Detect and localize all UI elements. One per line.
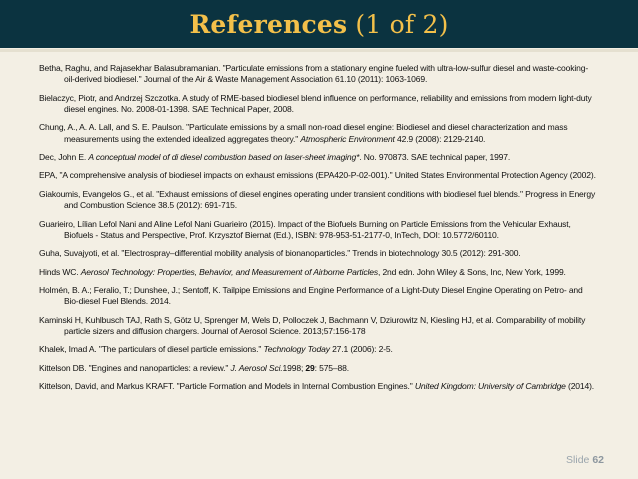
slide-number-value: 62: [592, 454, 604, 466]
reference-text: Aerosol Technology: Properties, Behavior, and Measurement of Airborne Particles: [80, 266, 378, 277]
slide-number: [566, 454, 604, 466]
reference-item: [0, 363, 638, 374]
reference-item: [0, 267, 638, 278]
reference-item: [0, 93, 638, 116]
reference-text: J. Aerosol Sci.: [230, 362, 283, 373]
reference-item: [0, 170, 638, 181]
reference-text: Technology Today: [263, 344, 330, 355]
reference-text: Holmén, B. A.; Feralio, T.; Dunshee, J.; Sentoff, K. Tailpipe Emissions and Engine Performance of a Light-Duty Diesel Engine Operating on Petro- and Bio-diesel Fuel Blends. 2014.: [39, 285, 583, 307]
reference-text: Kittelson DB. "Engines and nanoparticles: a review.": [39, 362, 231, 373]
reference-text: United Kingdom: University of Cambridge: [414, 381, 566, 392]
reference-text: Kittelson, David, and Markus KRAFT. "Particle Formation and Models in Internal Combustion Engines.": [39, 381, 415, 392]
reference-item: [0, 381, 638, 392]
reference-text: , 2nd edn. John Wiley & Sons, Inc, New York, 1999.: [378, 266, 566, 277]
reference-text: EPA, "A comprehensive analysis of biodiesel impacts on exhaust emissions (EPA420-P-02-001)." United States Environmental Protection Agency (2002).: [39, 170, 596, 181]
reference-item: [0, 219, 638, 242]
reference-text: Guarieiro, Lílian Lefol Nani and Aline Lefol Nani Guarieiro (2015). Impact of the Biofuels Burning on Particle Emissions from the Vehicular Exhaust, Biofuels - Status and Perspective, Prof. Krzysztof Biernat (Ed.), ISBN: 978-953-51-2177-0, InTech, DOI: 10.5772/60110.: [39, 218, 571, 240]
reference-text: (2014).: [565, 381, 595, 392]
reference-item: [0, 152, 638, 163]
reference-text: Kaminski H, Kuhlbusch TAJ, Rath S, Götz U, Sprenger M, Wels D, Polloczek J, Bachmann V, Dziurowitz N, Kiesling HJ, et al. Comparability of mobility particle sizers and diffusion chargers. Journal of Aerosol Science. 2013;57:156-178: [39, 314, 586, 336]
reference-text: 42.9 (2008): 2129-2140.: [394, 133, 486, 144]
slide-label: Slide: [566, 454, 590, 466]
reference-text: Guha, Suvajyoti, et al. "Electrospray–differential mobility analysis of bionanoparticles." Trends in biotechnology 30.5 (2012): 291-300.: [39, 248, 521, 259]
reference-item: [0, 122, 638, 145]
reference-text: 29: [305, 362, 315, 373]
header-divider: [0, 49, 638, 52]
reference-text: Giakoumis, Evangelos G., et al. "Exhaust emissions of diesel engines operating under transient conditions with biodiesel fuel blends." Progress in Energy and Combustion Science 38.5 (2012): 691-715.: [39, 188, 596, 211]
slide-header: [0, 0, 638, 48]
reference-item: [0, 189, 638, 212]
reference-text: Khalek, Imad A. "The particulars of diesel particle emissions.": [39, 344, 264, 355]
reference-item: [0, 63, 638, 86]
reference-item: [0, 344, 638, 355]
reference-list: [0, 63, 638, 400]
reference-text: : 575–88.: [314, 362, 349, 373]
reference-text: Bielaczyc, Piotr, and Andrzej Szczotka. A study of RME-based biodiesel blend influence on performance, reliability and emissions from modern light-duty diesel engines. No. 2008-01-1398. SAE Technical Paper, 2008.: [39, 92, 592, 114]
reference-text: Betha, Raghu, and Rajasekhar Balasubramanian. "Particulate emissions from a stationary engine fueled with ultra-low-sulfur diesel and waste-cooking-oil-derived biodiesel." Journal of the Air & Waste Management Association 61.10 (2011): 1063-1069.: [39, 63, 589, 85]
title-main: References: [189, 9, 348, 39]
reference-text: Chung, A., A. A. Lall, and S. E. Paulson. "Particulate emissions by a small non-road diesel engine: Biodiesel and diesel characterization and mass measurements using the extended idealized aggregates theory.": [39, 122, 568, 144]
reference-item: [0, 315, 638, 338]
reference-item: [0, 248, 638, 259]
title-subtitle: (1 of 2): [355, 9, 449, 39]
reference-text: 1998;: [282, 362, 306, 373]
reference-text: Dec, John E.: [39, 152, 89, 163]
reference-text: Hinds WC.: [39, 266, 81, 277]
reference-text: A conceptual model of di diesel combustion based on laser-sheet imaging*: [88, 152, 360, 163]
reference-text: . No. 970873. SAE technical paper, 1997.: [359, 152, 511, 163]
slide-title: [189, 10, 448, 39]
reference-text: 27.1 (2006): 2-5.: [329, 344, 393, 355]
reference-item: [0, 285, 638, 308]
reference-text: Atmospheric Environment: [300, 133, 395, 144]
